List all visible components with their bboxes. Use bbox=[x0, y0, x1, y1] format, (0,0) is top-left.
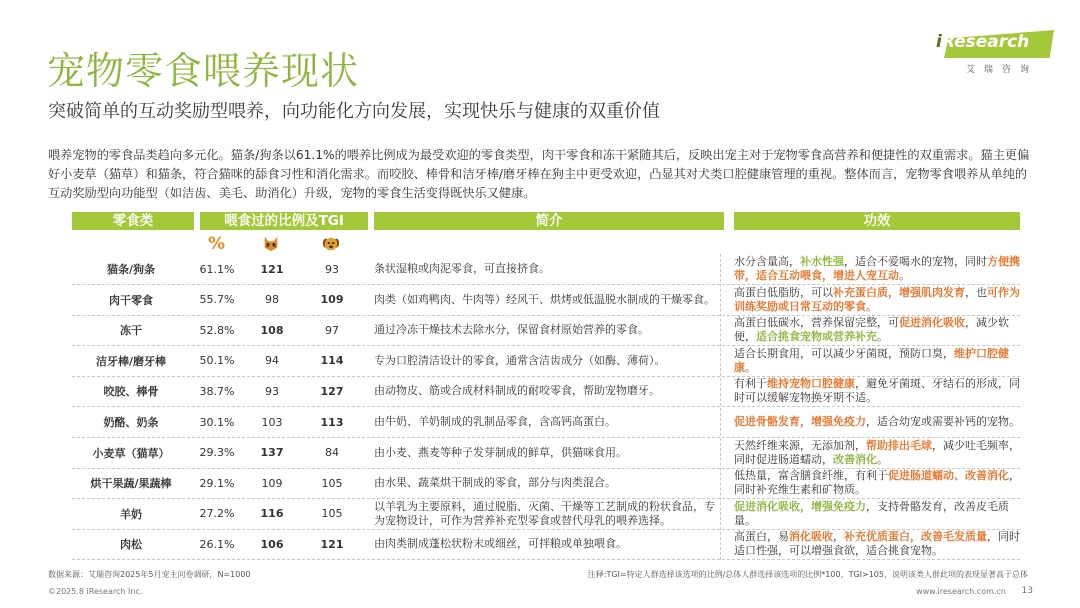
snack-description: 条状湿粮或肉泥零食，可直接挤食。 bbox=[374, 262, 550, 275]
header-effect: 功效 bbox=[734, 212, 1020, 230]
effect-segment: 补充蛋白质，增强肌肉发育 bbox=[833, 285, 965, 299]
dog-tgi: 109 bbox=[320, 293, 344, 307]
snack-description: 由动物皮、筋或合成材料制成的耐咬零食，帮助宠物磨牙。 bbox=[374, 384, 660, 398]
snack-category: 猫条/狗条 bbox=[106, 263, 156, 276]
intro-paragraph: 喂养宠物的零食品类趋向多元化。猫条/狗条以61.1%的喂养比例成为最受欢迎的零食类型，肉干零食和冻干紧随其后，反映出宠主对于宠物零食高营养和便捷性的双重需求。猫主更偏好小麦草（猫草）和猫条，符合猫咪的舔食习性和消化需求。而咬胶、棒骨和洁牙棒/磨牙棒在狗主中更受欢迎，凸显其对犬类口腔健康管理的重视。整体而言，宠物零食喂养从单纯的互动奖励型向功能型（如洁齿、美毛、助消化）升级，宠物的零食生活变得既快乐又健康。 bbox=[48, 148, 1030, 200]
dog-tgi: 105 bbox=[321, 476, 343, 490]
snack-description: 由肉类制成蓬松状粉末或细丝，可拌粮或单独喂食。 bbox=[374, 537, 627, 551]
table-row bbox=[72, 438, 1020, 469]
effect-segment: ，也 bbox=[965, 285, 987, 299]
effect-segment: ， bbox=[833, 530, 844, 544]
iresearch-logo bbox=[934, 30, 1056, 76]
feeding-ratio: 55.7% bbox=[199, 293, 235, 307]
effect-segment: 可作为训练奖励或日常互动的零食 bbox=[734, 285, 1020, 313]
effect-segment: 维持宠物口腔健康 bbox=[767, 377, 855, 391]
cat-tgi: 94 bbox=[265, 354, 279, 368]
effect-segment: 水分含量高， bbox=[734, 255, 800, 268]
header-category: 零食类 bbox=[72, 212, 194, 230]
snack-effect bbox=[734, 438, 1020, 468]
effect-segment: 低热量，富含膳食纤维，有利于 bbox=[734, 469, 888, 483]
cat-tgi: 137 bbox=[260, 446, 284, 460]
effect-segment: 。 bbox=[877, 452, 888, 466]
feeding-ratio: 30.1% bbox=[199, 415, 235, 429]
tgi-note: 注释:TGI=特定人群选择该选项的比例/总体人群选择该选项的比例*100，TGI>105，说明该类人群此项的表现显著高于总体 bbox=[587, 570, 1028, 579]
logo-wordmark: iResearch bbox=[936, 32, 1030, 52]
effect-segment: 。 bbox=[877, 330, 888, 344]
effect-segment: 帮助排出毛球 bbox=[866, 438, 932, 452]
snack-category: 小麦草（猫草） bbox=[92, 446, 170, 460]
cat-tgi: 109 bbox=[261, 476, 283, 490]
table-row bbox=[72, 499, 1020, 530]
table-row bbox=[72, 315, 1020, 346]
effect-segment: 促进消化吸收，增强免疫力 bbox=[734, 499, 866, 513]
effect-segment: 改善消化 bbox=[833, 452, 877, 466]
percent-icon: % bbox=[208, 234, 226, 254]
dog-tgi: 127 bbox=[320, 384, 344, 398]
table-row bbox=[72, 285, 1020, 316]
snack-category: 肉干零食 bbox=[109, 293, 153, 307]
dog-tgi: 93 bbox=[325, 262, 339, 276]
page-title: 宠物零食喂养现状 bbox=[47, 49, 360, 93]
copyright: ©2025.8 iResearch Inc. bbox=[48, 587, 143, 596]
page-number: 13 bbox=[1021, 586, 1033, 596]
column-divider bbox=[720, 254, 721, 560]
effect-segment: 方便携带，适合互动喂食，增进人宠互动 bbox=[734, 255, 1020, 282]
data-source: 数据来源：艾瑞咨询2025年5月宠主问卷调研，N=1000 bbox=[48, 570, 251, 579]
effect-segment: ，减少软便， bbox=[734, 316, 1009, 344]
snack-effect bbox=[734, 407, 1020, 437]
snack-effect bbox=[734, 285, 1020, 315]
website-url: www.iresearch.com.cn bbox=[916, 587, 1006, 596]
effect-segment: ，同时补充维生素和矿物质。 bbox=[734, 469, 1020, 497]
table-row bbox=[72, 254, 1020, 285]
snack-category: 洁牙棒/磨牙棒 bbox=[95, 354, 167, 368]
snack-effect bbox=[734, 468, 1020, 498]
effect-segment: 促进骨骼发育，增强免疫力 bbox=[734, 415, 866, 428]
effect-segment: 补充优质蛋白，改善毛发质量 bbox=[844, 530, 987, 544]
dog-tgi: 97 bbox=[325, 323, 339, 337]
effect-segment: 高蛋白低脂肪，可以 bbox=[734, 285, 833, 299]
snack-category: 羊奶 bbox=[120, 507, 142, 521]
feeding-ratio: 38.7% bbox=[199, 384, 235, 398]
feeding-ratio: 26.1% bbox=[199, 537, 235, 551]
snack-effect bbox=[734, 499, 1020, 529]
dog-icon bbox=[322, 235, 340, 253]
snack-description: 通过冷冻干燥技术去除水分，保留食材原始营养的零食。 bbox=[374, 323, 649, 337]
effect-segment: 。 bbox=[745, 360, 756, 374]
effect-segment: 有利于 bbox=[734, 377, 767, 391]
cat-tgi: 121 bbox=[260, 262, 284, 276]
dog-tgi: 105 bbox=[321, 507, 343, 521]
snack-effect bbox=[734, 315, 1020, 345]
cat-tgi: 108 bbox=[260, 323, 284, 337]
cat-tgi: 106 bbox=[260, 537, 284, 551]
snack-description: 以羊乳为主要原料，通过脱脂、灭菌、干燥等工艺制成的粉状食品，专为宠物设计，可作为营养补充型零食或替代母乳的喂养选择。 bbox=[374, 499, 715, 527]
snack-description: 由小麦、燕麦等种子发芽制成的鲜草，供猫咪食用。 bbox=[374, 445, 627, 459]
effect-segment: ，适合幼宠或需要补钙的宠物。 bbox=[866, 415, 1020, 428]
snack-effect bbox=[734, 254, 1020, 284]
snack-effect bbox=[734, 346, 1020, 376]
snack-category: 肉松 bbox=[120, 538, 142, 552]
cat-tgi: 98 bbox=[265, 293, 279, 307]
page-subtitle: 突破简单的互动奖励型喂养，向功能化方向发展，实现快乐与健康的双重价值 bbox=[48, 101, 660, 122]
feeding-ratio: 27.2% bbox=[199, 507, 235, 521]
table-row bbox=[72, 407, 1020, 438]
effect-segment: 促进消化吸收 bbox=[899, 316, 965, 330]
effect-segment: 高蛋白，易 bbox=[734, 530, 789, 544]
effect-segment: 适合挑食宠物或营养补充 bbox=[756, 330, 877, 344]
snack-category: 烘干果蔬/果蔬棒 bbox=[90, 477, 172, 491]
effect-segment: ，减少吐毛频率，同时促进肠道蠕动， bbox=[734, 438, 1020, 466]
table-row bbox=[72, 376, 1020, 407]
effect-segment: 适合长期食用，可以减少牙菌斑，预防口臭， bbox=[734, 346, 954, 360]
effect-segment: ，支持骨骼发育，改善皮毛质量。 bbox=[734, 499, 1009, 527]
effect-segment: 。 bbox=[899, 269, 910, 282]
feeding-ratio: 61.1% bbox=[199, 262, 235, 276]
snack-description: 由牛奶、羊奶制成的乳制品零食，含高钙高蛋白。 bbox=[374, 415, 616, 428]
feeding-ratio: 52.8% bbox=[199, 323, 235, 337]
cat-icon bbox=[262, 235, 280, 253]
feeding-ratio: 29.1% bbox=[199, 476, 235, 490]
effect-segment: 消化吸收 bbox=[789, 530, 833, 544]
snack-description: 肉类（如鸡鸭肉、牛肉等）经风干、烘烤或低温脱水制成的干燥零食。 bbox=[374, 292, 715, 306]
logo-chinese-name: 艾瑞咨询 bbox=[966, 65, 1039, 75]
header-ratio-tgi: 喂食过的比例及TGI bbox=[200, 212, 368, 230]
feeding-ratio: 50.1% bbox=[199, 354, 235, 368]
dog-tgi: 113 bbox=[320, 415, 344, 429]
snack-effect bbox=[734, 376, 1020, 406]
effect-segment: 高蛋白低碳水，营养保留完整，可 bbox=[734, 316, 899, 330]
snack-description: 由水果、蔬菜烘干制成的零食，部分与肉类混合。 bbox=[374, 476, 616, 490]
dog-tgi: 121 bbox=[320, 537, 344, 551]
dog-tgi: 84 bbox=[325, 446, 339, 460]
cat-tgi: 93 bbox=[265, 384, 279, 398]
snack-description: 专为口腔清洁设计的零食，通常含洁齿成分（如酶、薄荷）。 bbox=[374, 353, 666, 367]
table-row bbox=[72, 346, 1020, 377]
table-row bbox=[72, 529, 1020, 560]
effect-segment: 天然纤维来源，无添加剂， bbox=[734, 438, 866, 452]
effect-segment: ，同时适口性强，可以增强食欲，适合挑食宠物。 bbox=[734, 530, 1020, 558]
dog-tgi: 114 bbox=[320, 354, 344, 368]
snack-category: 奶酪、奶条 bbox=[103, 416, 159, 429]
header-intro: 简介 bbox=[374, 212, 724, 230]
effect-segment: ，适合不爱喝水的宠物，同时 bbox=[844, 255, 987, 268]
cat-tgi: 103 bbox=[261, 415, 283, 429]
effect-segment: 维护口腔健康 bbox=[734, 346, 1009, 374]
effect-segment: 。 bbox=[866, 299, 877, 313]
table-row bbox=[72, 468, 1020, 499]
snack-category: 冻干 bbox=[120, 324, 142, 338]
cat-tgi: 116 bbox=[260, 507, 284, 521]
feeding-ratio: 29.3% bbox=[199, 446, 235, 460]
effect-segment: 促进肠道蠕动、改善消化 bbox=[888, 469, 1009, 483]
effect-segment: 补水性强 bbox=[800, 255, 844, 268]
snack-category: 咬胶、棒骨 bbox=[103, 385, 159, 399]
snack-effect bbox=[734, 529, 1020, 559]
effect-segment: ，避免牙菌斑、牙结石的形成，同时可以缓解宠物换牙期不适。 bbox=[734, 377, 1020, 405]
